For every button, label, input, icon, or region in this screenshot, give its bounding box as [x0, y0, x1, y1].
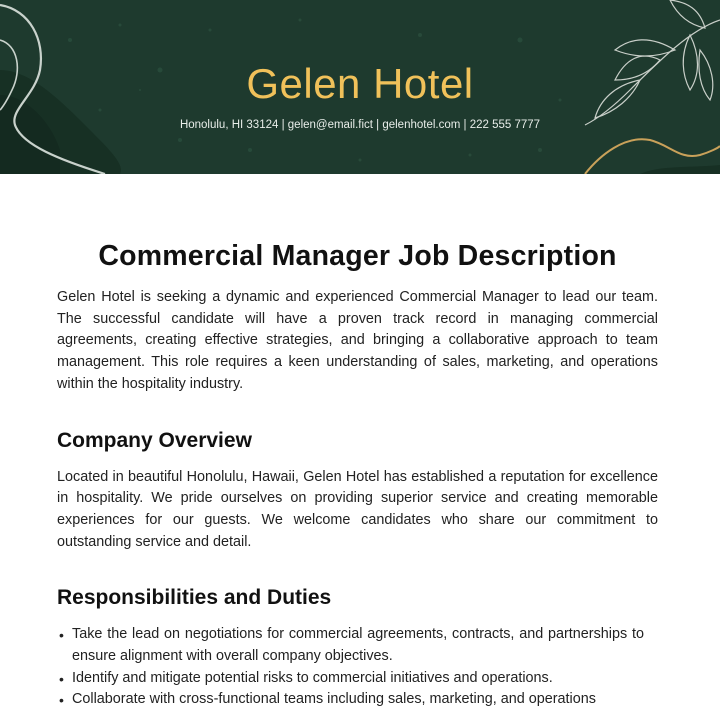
company-overview-paragraph: Located in beautiful Honolulu, Hawaii, Gelen Hotel has established a reputation for excellence in hospitality. We pride ourselves on providing superior service and creating memorable experiences for our guests. We welcome candidates who share our commitment to outstanding service and detail.: [57, 468, 658, 550]
document-body: [57, 240, 658, 711]
contact-info: Honolulu, HI 33124 | gelen@email.fict | gelenhotel.com | 222 555 7777: [179, 119, 541, 131]
list-item: [59, 689, 644, 711]
section-heading-responsibilities: Responsibilities and Duties: [57, 586, 332, 610]
bullet-icon: •: [59, 692, 64, 709]
list-item-text: Collaborate with cross-functional teams including sales, marketing, and operations: [72, 691, 596, 708]
bullet-icon: •: [59, 627, 64, 644]
hotel-name: Gelen Hotel: [246, 60, 474, 107]
responsibilities-list: [57, 624, 658, 711]
document-title: Commercial Manager Job Description: [98, 240, 617, 272]
bullet-icon: •: [59, 670, 64, 687]
list-item-text: Identify and mitigate potential risks to commercial initiatives and operations.: [72, 669, 553, 686]
intro-paragraph: Gelen Hotel is seeking a dynamic and experienced Commercial Manager to lead our team. The successful candidate will have a proven track record in managing commercial agreements, creating effective strategies, and bringing a collaborative approach to team management. This role requires a keen understanding of sales, marketing, and operations within the hospitality industry.: [57, 289, 658, 392]
letterhead-banner: [0, 0, 720, 174]
list-item-text: Take the lead on negotiations for commercial agreements, contracts, and partnerships to ensure alignment with overall company objectives.: [72, 626, 644, 665]
section-heading-company-overview: Company Overview: [57, 428, 252, 452]
list-item: [59, 668, 644, 690]
list-item: [59, 624, 644, 667]
